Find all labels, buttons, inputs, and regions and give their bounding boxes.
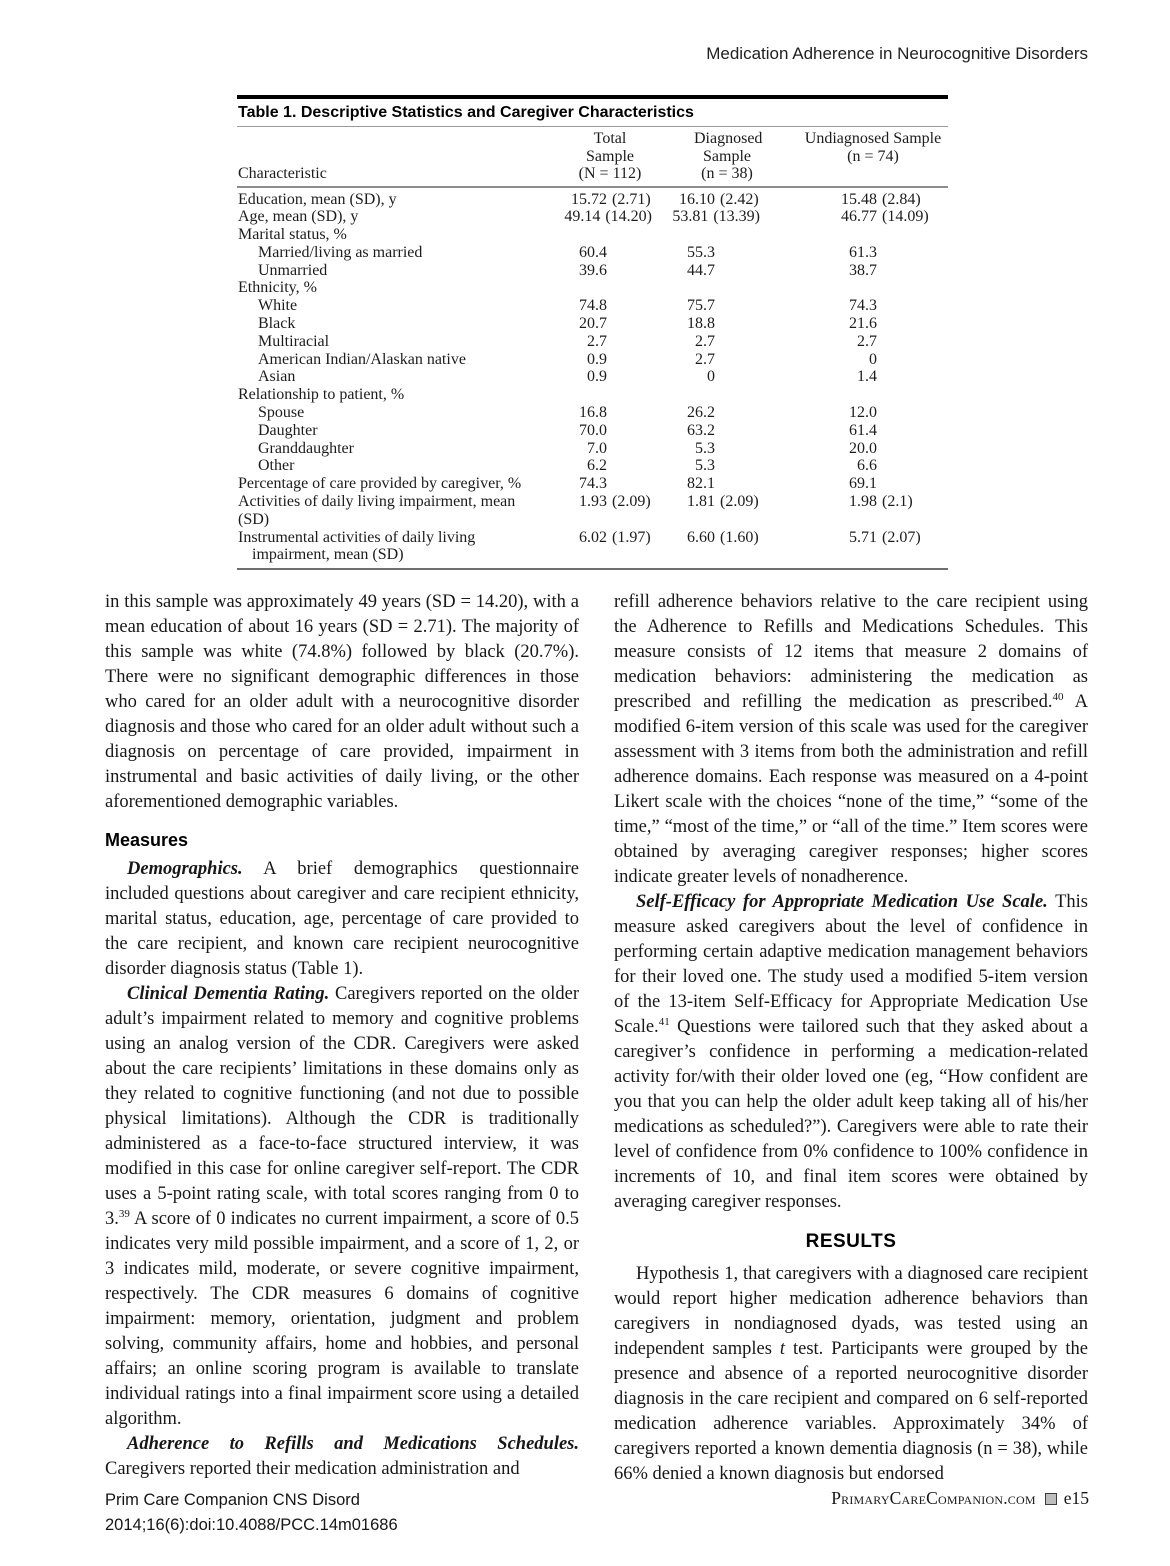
row-value: 5.71 (2.07) <box>849 528 921 546</box>
row-label: Granddaughter <box>258 439 354 457</box>
row-value: 6.02 (1.97) <box>579 528 651 546</box>
italic-t: t <box>779 1339 786 1359</box>
row-label: American Indian/Alaskan native <box>258 350 466 368</box>
table-header-characteristic: Characteristic <box>238 165 327 182</box>
table-header <box>237 127 948 188</box>
row-value: 7.0 <box>587 439 607 457</box>
body-columns <box>105 590 1089 1487</box>
reference-39: 39 <box>118 1207 130 1220</box>
table-row <box>237 191 948 209</box>
row-label: Marital status, % <box>238 226 347 244</box>
adherence-lead: Adherence to Refills and Medications Schedules. <box>127 1434 579 1454</box>
row-value: 5.3 <box>695 439 715 457</box>
table-body <box>237 188 948 571</box>
row-label: Multiracial <box>258 332 330 350</box>
row-value: 63.2 <box>687 421 715 439</box>
table-header-diagnosed-sample: Diagnosed Sample (n = 38) <box>694 130 763 182</box>
table-row <box>237 226 948 244</box>
table-row <box>237 457 948 475</box>
row-value: 0 <box>869 350 877 368</box>
page-number: e15 <box>1063 1488 1089 1508</box>
row-value: 12.0 <box>849 404 877 422</box>
left-column <box>105 590 579 1487</box>
row-label: Daughter <box>258 421 318 439</box>
row-value: 74.3 <box>579 475 607 493</box>
reference-40: 40 <box>1052 690 1064 703</box>
square-icon <box>1045 1493 1057 1505</box>
row-value: 0.9 <box>587 368 607 386</box>
table-row <box>237 368 948 386</box>
row-value: 16.8 <box>579 404 607 422</box>
row-value: 2.7 <box>587 332 607 350</box>
footer-right <box>831 1488 1089 1509</box>
row-label: Activities of daily living impairment, mean (SD) <box>238 493 516 528</box>
table-title: Table 1. Descriptive Statistics and Caregiver Characteristics <box>237 99 948 127</box>
row-label: Spouse <box>258 404 305 422</box>
table-row <box>237 262 948 280</box>
journal-doi: 2014;16(6):doi:10.4088/PCC.14m01686 <box>105 1516 398 1534</box>
row-label: Asian <box>258 368 296 386</box>
row-value: 60.4 <box>579 243 607 261</box>
row-value: 61.4 <box>849 421 877 439</box>
row-label: Relationship to patient, % <box>238 386 405 404</box>
row-value: 2.7 <box>857 332 877 350</box>
running-head: Medication Adherence in Neurocognitive Disorders <box>706 44 1088 63</box>
right-column <box>614 590 1088 1487</box>
row-value: 53.81 (13.39) <box>672 208 760 226</box>
row-value: 1.4 <box>857 368 877 386</box>
row-value: 5.3 <box>695 457 715 475</box>
row-value: 20.0 <box>849 439 877 457</box>
row-value: 6.2 <box>587 457 607 475</box>
row-value: 69.1 <box>849 475 877 493</box>
row-value: 49.14 (14.20) <box>564 208 652 226</box>
row-value: 2.7 <box>695 350 715 368</box>
row-value: 16.10 (2.42) <box>679 190 759 208</box>
row-value: 0 <box>707 368 715 386</box>
paragraph-clinical-dementia-rating: Clinical Dementia Rating. Caregivers reported on the older adult’s impairment related to memory and cognitive problems using an analog version of the CDR. Caregivers were asked about the care recipients’ limitations in these domains only as they related to cognitive functioning (and not due to possible physical limitations). Although the CDR is traditionally administered as a face-to-face structured interview, it was modified in this case for online caregiver self-report. The CDR uses a 5-point rating scale, with total scores ranging from 0 to 3.39 A score of 0 indicates no current impairment, a score of 0.5 indicates very mild possible impairment, and a score of 1, 2, or 3 indicates mild, moderate, or severe cognitive impairment, respectively. The CDR measures 6 domains of cognitive impairment: memory, orientation, judgment and problem solving, community affairs, home and hobbies, and personal affairs; an online scoring program is available to translate individual ratings into a final impairment score using a detailed algorithm. <box>105 984 579 1429</box>
row-label: Ethnicity, % <box>238 279 317 297</box>
measures-heading: Measures <box>105 830 189 850</box>
row-label: Unmarried <box>258 261 328 279</box>
row-value: 70.0 <box>579 421 607 439</box>
table-row <box>237 475 948 493</box>
table-row <box>237 422 948 440</box>
row-label: Education, mean (SD), y <box>238 190 397 208</box>
row-value: 15.48 (2.84) <box>841 190 921 208</box>
row-label: Other <box>258 457 295 475</box>
row-value: 82.1 <box>687 475 715 493</box>
row-value: 20.7 <box>579 315 607 333</box>
paragraph-demographics: Demographics. A brief demographics questionnaire included questions about caregiver and care recipient ethnicity, marital status, education, age, percentage of care provided to the care recipient, and known care recipient neurocognitive disorder diagnosis status (Table 1). <box>105 859 579 979</box>
row-value: 38.7 <box>849 261 877 279</box>
row-value: 15.72 (2.71) <box>571 190 651 208</box>
table-row <box>237 244 948 262</box>
row-value: 18.8 <box>687 315 715 333</box>
row-value: 55.3 <box>687 243 715 261</box>
row-value: 1.98 (2.1) <box>849 493 913 511</box>
row-value: 44.7 <box>687 261 715 279</box>
paragraph-hypothesis: Hypothesis 1, that caregivers with a diagnosed care recipient would report higher medication adherence behaviors than caregivers in nondiagnosed dyads, was tested using an independent samples t test. Participants were grouped by the presence and absence of a reported neurocognitive disorder diagnosis in the care recipient and compared on 6 self-reported medication adherence variables. Approximately 34% of caregivers reported a known dementia diagnosis (n = 38), while 66% denied a known diagnosis but endorsed <box>614 1264 1089 1484</box>
journal-citation <box>105 1488 398 1538</box>
row-label: Age, mean (SD), y <box>238 208 359 226</box>
cdr-lead: Clinical Dementia Rating. <box>127 984 330 1004</box>
table-header-undiagnosed-sample: Undiagnosed Sample (n = 74) <box>804 130 942 165</box>
row-value: 39.6 <box>579 261 607 279</box>
row-label: White <box>258 297 298 315</box>
row-value: 1.81 (2.09) <box>687 493 759 511</box>
row-value: 1.93 (2.09) <box>579 493 651 511</box>
results-heading: RESULTS <box>805 1231 897 1252</box>
page-footer <box>105 1488 1089 1538</box>
row-label: Percentage of care provided by caregiver, % <box>238 475 522 493</box>
paragraph-self-efficacy: Self-Efficacy for Appropriate Medication Use Scale. This measure asked caregivers about the level of confidence in performing certain adaptive medication management behaviors for their loved one. The study used a modified 5-item version of the 13-item Self-Efficacy for Appropriate Medication Use Scale.$^{41}$ Questions were tailored such that they asked about a caregiver’s confidence in performing a medication-related activity for/with their older loved one (eg, “How confident are you that you can help the older adult keep taking all of his/her medications as scheduled?”). Caregivers were able to rate their level of confidence from 0% confidence to 100% confidence in increments of 10, and final item scores were obtained by averaging caregiver responses. <box>614 892 1089 1212</box>
row-value: 21.6 <box>849 315 877 333</box>
table-row <box>237 440 948 458</box>
row-label: Married/living as married <box>258 243 423 261</box>
row-value: 75.7 <box>687 297 715 315</box>
table-row <box>237 297 948 315</box>
row-value: 74.8 <box>579 297 607 315</box>
table-row <box>237 386 948 404</box>
row-value: 61.3 <box>849 243 877 261</box>
table-1 <box>237 95 948 570</box>
table-row <box>237 333 948 351</box>
row-value: 0.9 <box>587 350 607 368</box>
table-row <box>237 279 948 297</box>
row-label: Black <box>258 315 296 333</box>
table-row <box>237 529 948 565</box>
journal-name: Prim Care Companion CNS Disord <box>105 1491 360 1509</box>
row-label: Instrumental activities of daily living impairment, mean (SD) <box>238 528 476 564</box>
table-row <box>237 493 948 529</box>
row-value: 6.60 (1.60) <box>687 528 759 546</box>
self-efficacy-lead: Self-Efficacy for Appropriate Medication Use Scale. <box>636 892 1048 912</box>
table-row <box>237 404 948 422</box>
paragraph-continuation: in this sample was approximately 49 years (SD = 14.20), with a mean education of about 16 years (SD = 2.71). The majority of this sample was white (74.8%) followed by black (20.7%). There were no significant demographic differences in those who cared for an older adult with a neurocognitive disorder diagnosis and those who cared for an older adult without such a diagnosis on percentage of care provided, impairment in instrumental and basic activities of daily living, or the other aforementioned demographic variables. <box>105 592 579 812</box>
row-value: 26.2 <box>687 404 715 422</box>
paragraph-adherence: Adherence to Refills and Medications Schedules. Caregivers reported their medication administration and <box>105 1434 579 1479</box>
demographics-lead: Demographics. <box>127 859 243 879</box>
row-value: 6.6 <box>857 457 877 475</box>
row-value: 74.3 <box>849 297 877 315</box>
table-row <box>237 208 948 226</box>
row-value: 46.77 (14.09) <box>841 208 929 226</box>
row-value: 2.7 <box>695 332 715 350</box>
table-header-total-sample: Total Sample (N = 112) <box>578 130 642 182</box>
table-row <box>237 315 948 333</box>
journal-website: PrimaryCareCompanion.com <box>831 1488 1036 1508</box>
table-row <box>237 351 948 369</box>
paragraph-refill-adherence: refill adherence behaviors relative to the care recipient using the Adherence to Refills and Medications Schedules. This measure consists of 12 items that measure 2 domains of medication behaviors: administering the medication as prescribed and refilling the medication as prescribed.$^{40}$ A modified 6-item version of this scale was used for the caregiver assessment with 3 items from both the administration and refill adherence domains. Each response was measured on a 4-point Likert scale with the choices “none of the time,” “some of the time,” “most of the time,” or “all of the time.” Item scores were obtained by averaging caregiver responses; higher scores indicate greater levels of nonadherence. <box>614 592 1088 887</box>
reference-41: 41 <box>658 1015 670 1028</box>
